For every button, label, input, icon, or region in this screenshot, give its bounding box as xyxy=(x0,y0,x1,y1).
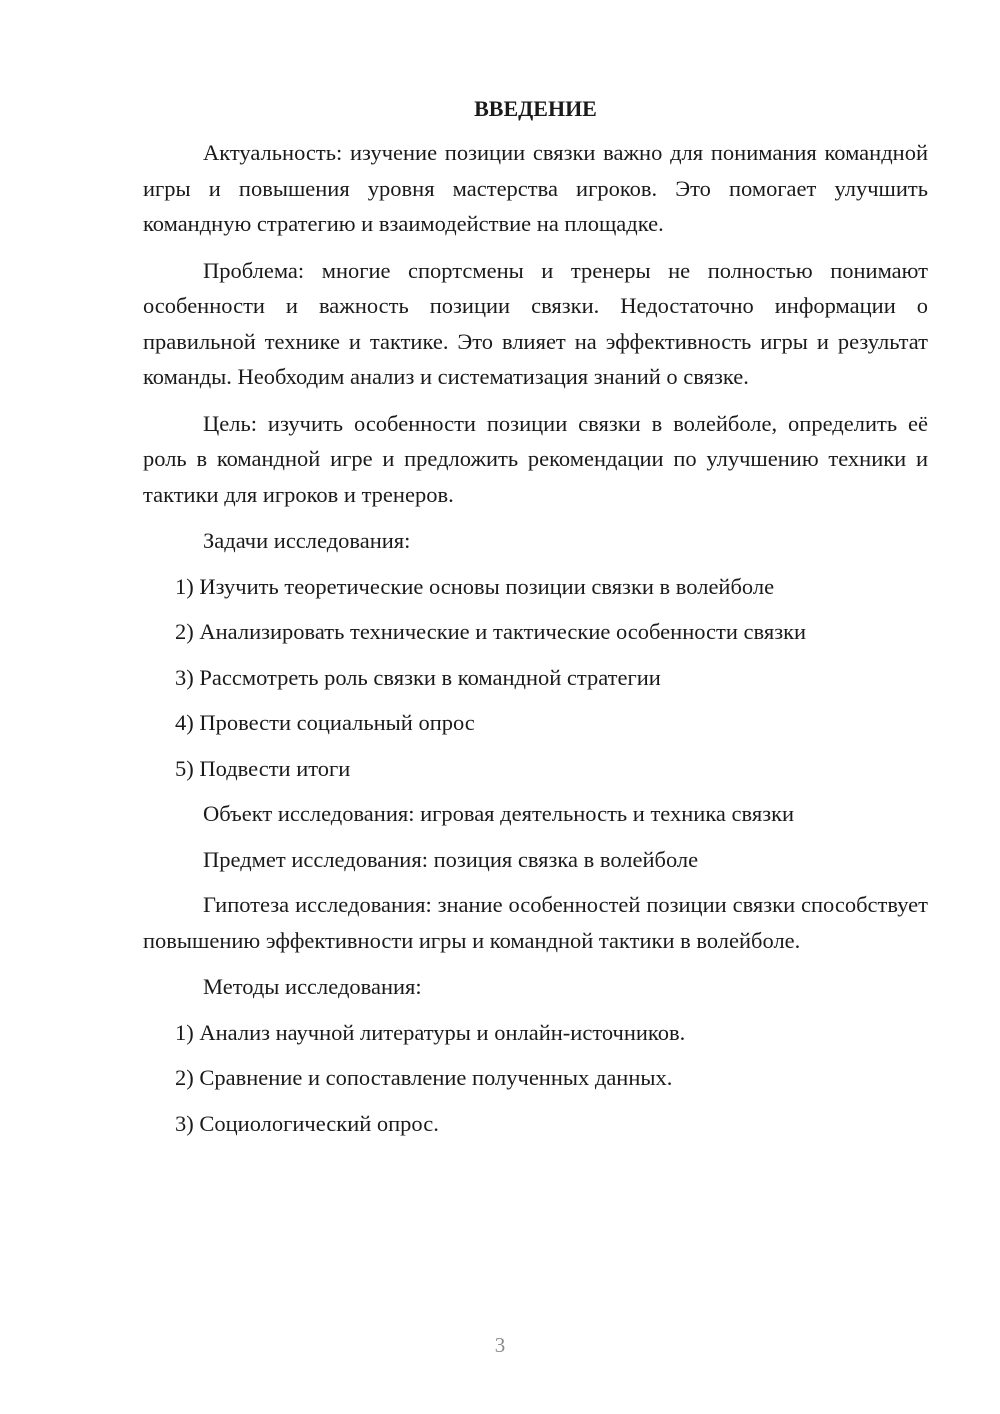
document-body xyxy=(143,91,928,1151)
task-item-5: 5) Подвести итоги xyxy=(175,755,351,781)
hypothesis-paragraph: Гипотеза исследования: знание особенностей позиции связки способствует повышению эффективности игры и командной тактики в волейболе. xyxy=(143,892,928,953)
task-item-2: 2) Анализировать технические и тактические особенности связки xyxy=(175,619,807,644)
goal-paragraph: Цель: изучить особенности позиции связки в волейболе, определить её роль в командной игре и предложить рекомендации по улучшению техники и тактики для игроков и тренеров. xyxy=(143,410,928,507)
relevance-paragraph: Актуальность: изучение позиции связки важно для понимания командной игры и повышения уровня мастерства игроков. Это помогает улучшить командную стратегию и взаимодействие на площадке. xyxy=(143,140,928,236)
object-line: Объект исследования: игровая деятельность и техника связки xyxy=(203,801,795,826)
method-item-3: 3) Социологический опрос. xyxy=(175,1110,439,1136)
task-item-1: 1) Изучить теоретические основы позиции связки в волейболе xyxy=(175,573,775,599)
task-item-4: 4) Провести социальный опрос xyxy=(175,710,475,735)
tasks-heading: Задачи исследования: xyxy=(203,528,411,553)
page-title: ВВЕДЕНИЕ xyxy=(474,96,597,121)
method-item-2: 2) Сравнение и сопоставление полученных данных. xyxy=(175,1065,673,1090)
page-number: 3 xyxy=(494,1333,506,1357)
task-item-3: 3) Рассмотреть роль связки в командной стратегии xyxy=(175,664,661,690)
problem-paragraph: Проблема: многие спортсмены и тренеры не полностью понимают особенности и важность позиции связки. Недостаточно информации о правильной технике и тактике. Это влияет на эффективность игры и результат команды. Необходим анализ и систематизация знаний о связке. xyxy=(143,257,928,389)
methods-heading: Методы исследования: xyxy=(203,974,422,999)
subject-line: Предмет исследования: позиция связка в волейболе xyxy=(203,846,699,872)
method-item-1: 1) Анализ научной литературы и онлайн-источников. xyxy=(175,1019,686,1045)
